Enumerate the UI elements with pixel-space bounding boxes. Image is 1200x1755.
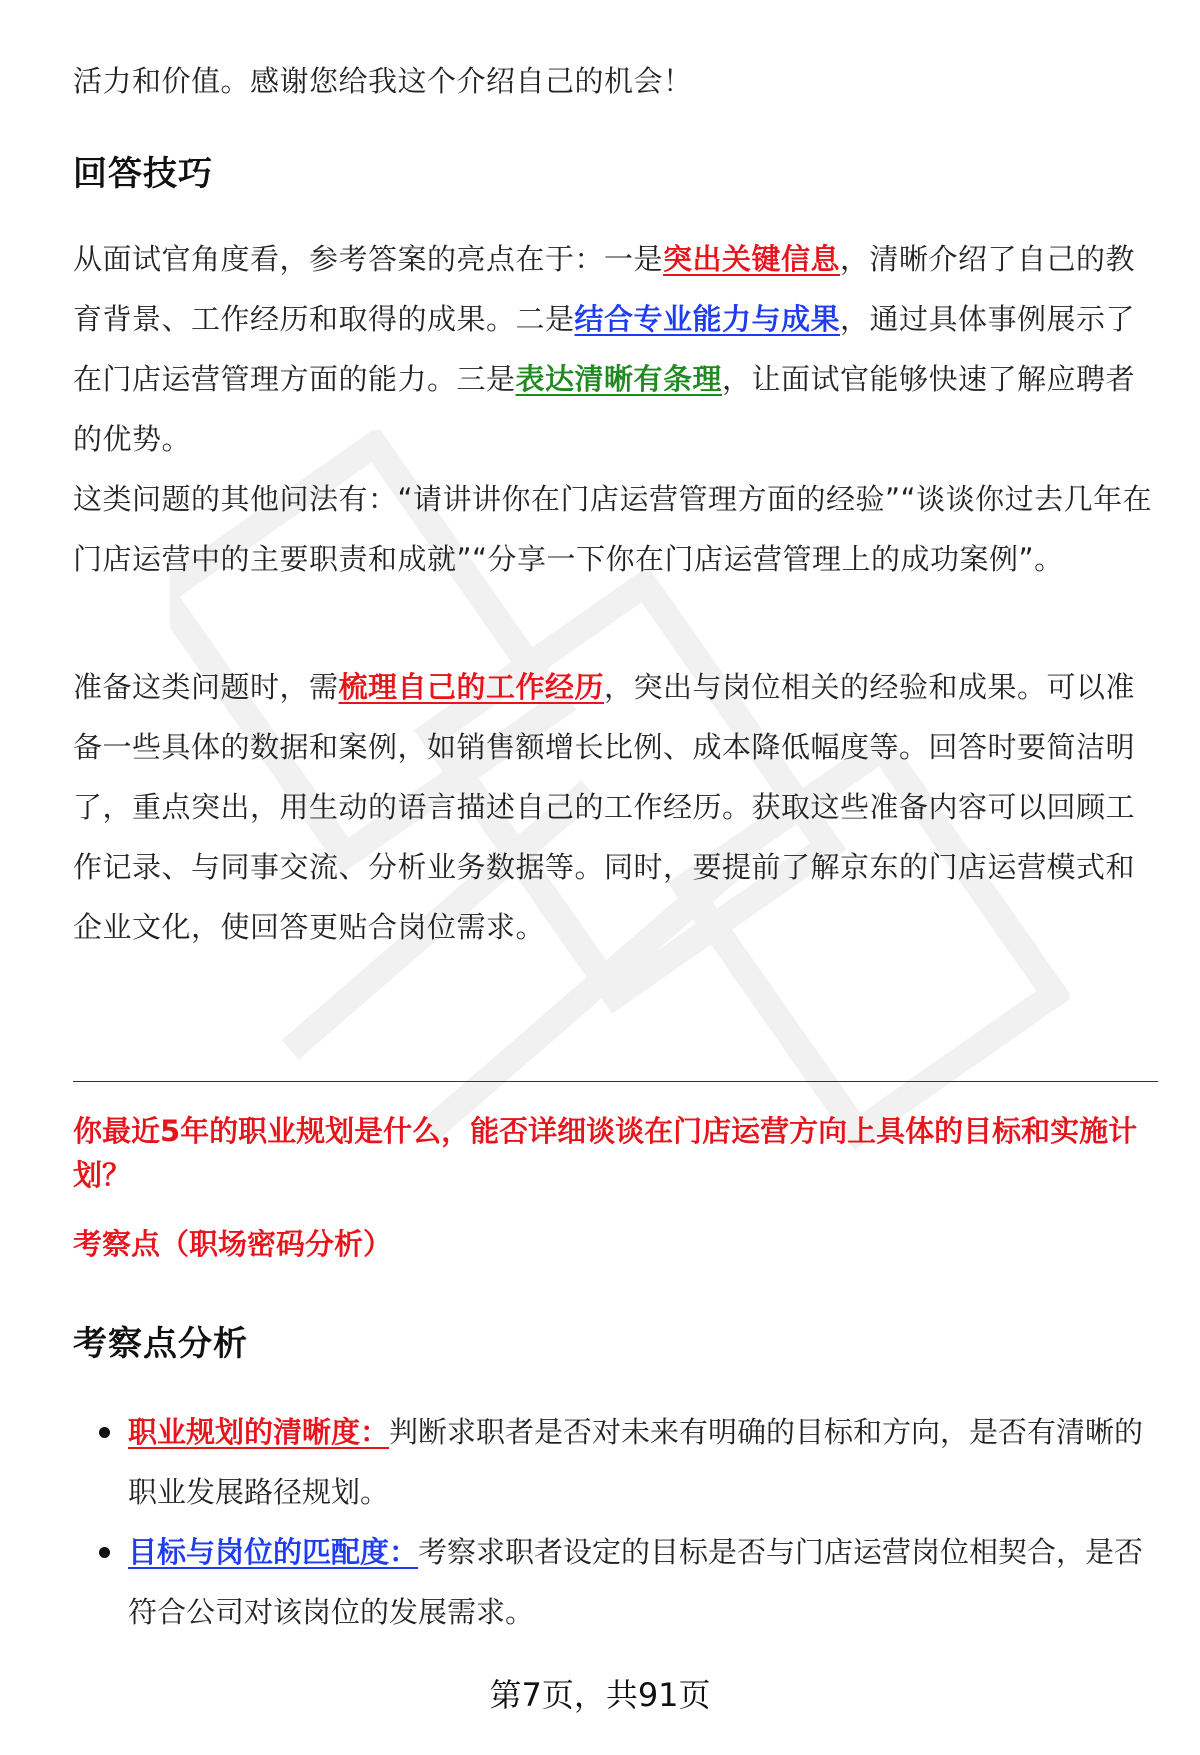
list-item [73,1522,1158,1642]
alternative-questions-paragraph: 这类问题的其他问法有：“请讲讲你在门店运营管理方面的经验”“谈谈你过去几年在门店运营中的主要职责和成就”“分享一下你在门店运营管理上的成功案例”。 [73,482,1153,576]
tips-text-4: ，让面试官能够快速了解应聘者的优势。 [73,362,1136,456]
question-title: 你最近5年的职业规划是什么，能否详细谈谈在门店运营方向上具体的目标和实施计划？ [73,1114,1138,1192]
highlight-sort-experience: 梳理自己的工作经历 [338,670,605,704]
list-item [73,1402,1158,1522]
analysis-points-list [73,1402,1158,1642]
page-number: 第7页，共91页 [489,1676,711,1714]
intro-tail-text: 活力和价值。感谢您给我这个介绍自己的机会！ [73,64,693,98]
highlight-key-info: 突出关键信息 [663,242,841,276]
bullet-icon [99,1547,110,1558]
bullet-icon [99,1427,110,1438]
section-heading-analysis: 考察点分析 [73,1324,248,1364]
section-heading-answer-tips: 回答技巧 [73,154,213,194]
point-text: 判断求职者是否对未来有明确的目标和方向，是否有清晰的职业发展路径规划。 [128,1415,1144,1509]
tips-text-2: ，清晰介绍了自己的教育背景、工作经历和取得的成果。二是 [73,242,1136,336]
section-divider [73,1081,1158,1082]
point-label: 目标与岗位的匹配度： [128,1535,419,1569]
point-text: 考察求职者设定的目标是否与门店运营岗位相契合，是否符合公司对该岗位的发展需求。 [128,1535,1144,1629]
preparation-paragraph [73,657,1158,957]
prep-text-2: ，突出与岗位相关的经验和成果。可以准备一些具体的数据和案例，如销售额增长比例、成本降低幅度等。回答时要简洁明了，重点突出，用生动的语言描述自己的工作经历。获取这些准备内容可以回顾工作记录、与同事交流、分析业务数据等。同时，要提前了解京东的门店运营模式和企业文化，使回答更贴合岗位需求。 [73,670,1136,944]
question-subtitle: 考察点（职场密码分析） [73,1227,393,1261]
tips-text-3: ，通过具体事例展示了在门店运营管理方面的能力。三是 [73,302,1136,396]
tips-text-1: 从面试官角度看，参考答案的亮点在于：一是 [73,242,664,276]
highlight-clear-expression: 表达清晰有条理 [515,362,723,396]
tips-paragraph [73,229,1158,469]
highlight-professional-ability: 结合专业能力与成果 [574,302,841,336]
point-label: 职业规划的清晰度： [128,1415,390,1449]
prep-text-1: 准备这类问题时，需 [73,670,339,704]
